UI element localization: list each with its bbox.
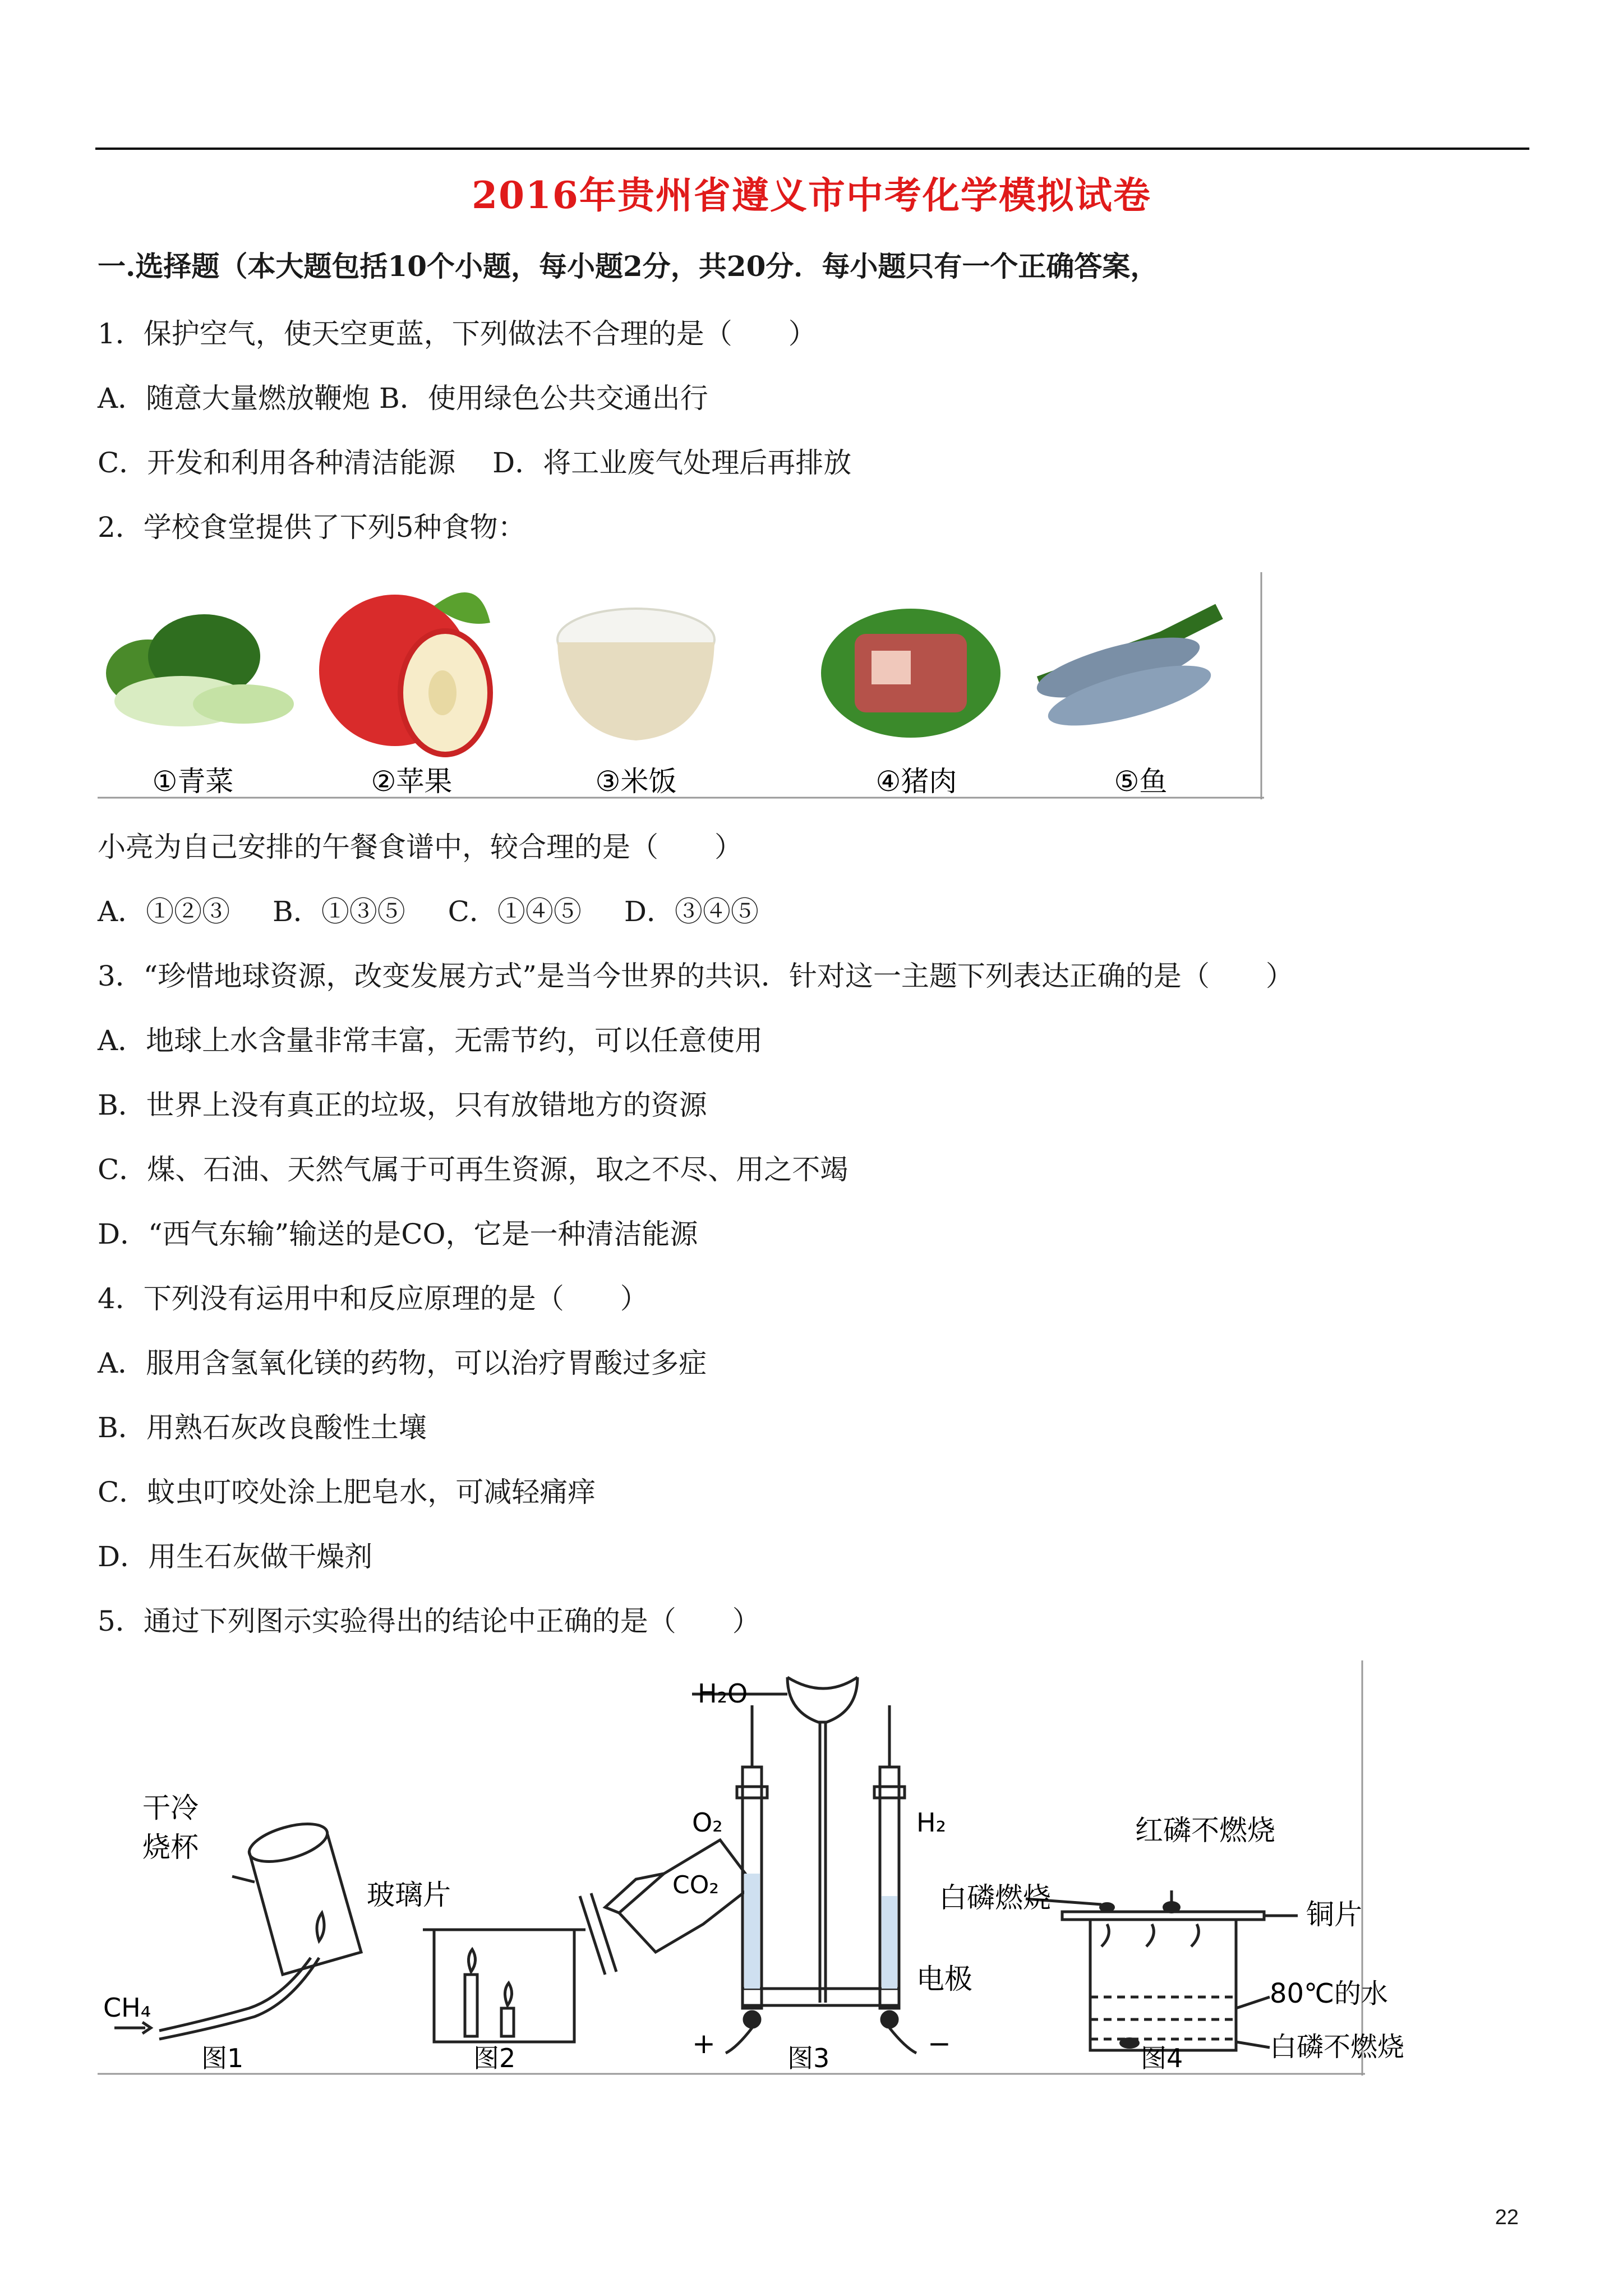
food-label-4: ④猪肉 <box>875 765 957 798</box>
fig2-co2-candles <box>423 1840 754 2042</box>
fig3-h2: H₂ <box>916 1807 947 1838</box>
q4-option-c: C．蚊虫叮咬处涂上肥皂水，可减轻痛痒 <box>98 1476 596 1508</box>
bokchoy-image <box>106 614 294 726</box>
food-label-3: ③米饭 <box>595 765 677 798</box>
fish-image <box>1031 611 1219 738</box>
fig4-white-no-label: 白磷不燃烧 <box>1270 2031 1405 2063</box>
q3-option-c: C．煤、石油、天然气属于可再生资源，取之不尽、用之不竭 <box>98 1153 849 1186</box>
q2-option-d: D．③④⑤ <box>624 895 759 928</box>
fig3-o2: O₂ <box>692 1807 723 1838</box>
q4-option-d: D．用生石灰做干燥剂 <box>98 1540 373 1573</box>
q4-option-b: B．用熟石灰改良酸性土壤 <box>98 1411 427 1444</box>
q5-stem: 5．通过下列图示实验得出的结论中正确的是（ ） <box>98 1605 760 1637</box>
fig1-label-1: 干冷 <box>142 1792 199 1824</box>
experiment-figure <box>98 1660 1405 2076</box>
q3-option-d: D．“西气东输”输送的是CO，它是一种清洁能源 <box>98 1218 698 1250</box>
fig4-white-p-top <box>1099 1902 1115 1912</box>
q2-stem: 2．学校食堂提供了下列5种食物： <box>98 511 526 544</box>
fig4-phosphorus <box>1026 1890 1298 2050</box>
food-figure <box>98 572 1264 799</box>
fig3-caption: 图3 <box>787 2043 830 2073</box>
q2-substem: 小亮为自己安排的午餐食谱中，较合理的是（ ） <box>98 831 743 863</box>
fig4-red-label: 红磷不燃烧 <box>1135 1814 1275 1847</box>
fig3-water: H₂O <box>698 1678 748 1709</box>
fig4-red-p <box>1163 1901 1181 1913</box>
page-number: 22 <box>1495 2206 1519 2229</box>
q4-option-a: A．服用含氢氧化镁的药物，可以治疗胃酸过多症 <box>98 1347 707 1379</box>
fig2-caption: 图2 <box>473 2043 516 2073</box>
fig4-copper-label: 铜片 <box>1306 1898 1362 1931</box>
fig4-white-burn-label: 白磷燃烧 <box>939 1881 1051 1914</box>
section-heading: 一.选择题（本大题包括10个小题，每小题2分，共20分．每小题只有一个正确答案， <box>98 250 1159 283</box>
q2-option-b: B．①③⑤ <box>273 895 405 928</box>
fig3-minus: − <box>928 2027 951 2060</box>
fig3-plus: + <box>692 2027 716 2060</box>
food-label-2: ②苹果 <box>371 765 453 798</box>
q3-stem: 3．“珍惜地球资源，改变发展方式”是当今世界的共识．针对这一主题下列表达正确的是（ ） <box>98 960 1294 992</box>
q1-options-ab: A．随意大量燃放鞭炮 B．使用绿色公共交通出行 <box>98 382 708 415</box>
food-label-1: ①青菜 <box>152 765 234 798</box>
q3-option-a: A．地球上水含量非常丰富，无需节约，可以任意使用 <box>98 1024 763 1057</box>
fig4-white-p-water <box>1119 2037 1140 2049</box>
fig2-gas: CO₂ <box>672 1871 719 1899</box>
header-rule <box>95 148 1529 150</box>
apple-image <box>319 592 490 754</box>
page-title: 2016年贵州省遵义市中考化学模拟试卷 <box>472 173 1151 217</box>
q2-options <box>98 895 792 928</box>
fig3-electrode: 电极 <box>916 1963 972 1995</box>
fig3-electrolysis <box>692 1677 916 2053</box>
fig4-caption: 图4 <box>1141 2043 1183 2073</box>
fig4-water-label: 80℃的水 <box>1270 1978 1388 2009</box>
q4-stem: 4．下列没有运用中和反应原理的是（ ） <box>98 1282 648 1315</box>
q3-option-b: B．世界上没有真正的垃圾，只有放错地方的资源 <box>98 1089 707 1121</box>
fig1-caption: 图1 <box>201 2043 244 2073</box>
fig2-label: 玻璃片 <box>367 1879 451 1911</box>
fig1-gas: CH₄ <box>103 1993 151 2023</box>
q2-option-a: A．①②③ <box>98 895 230 928</box>
q2-option-c: C．①④⑤ <box>448 895 582 928</box>
rice-bowl-image <box>557 609 714 740</box>
fig1-label-2: 烧杯 <box>142 1831 199 1864</box>
q1-options-cd: C．开发和利用各种清洁能源 D．将工业废气处理后再排放 <box>98 447 852 479</box>
food-label-5: ⑤鱼 <box>1114 765 1168 798</box>
q1-stem: 1．保护空气，使天空更蓝，下列做法不合理的是（ ） <box>98 318 817 350</box>
pork-image <box>821 609 1000 738</box>
